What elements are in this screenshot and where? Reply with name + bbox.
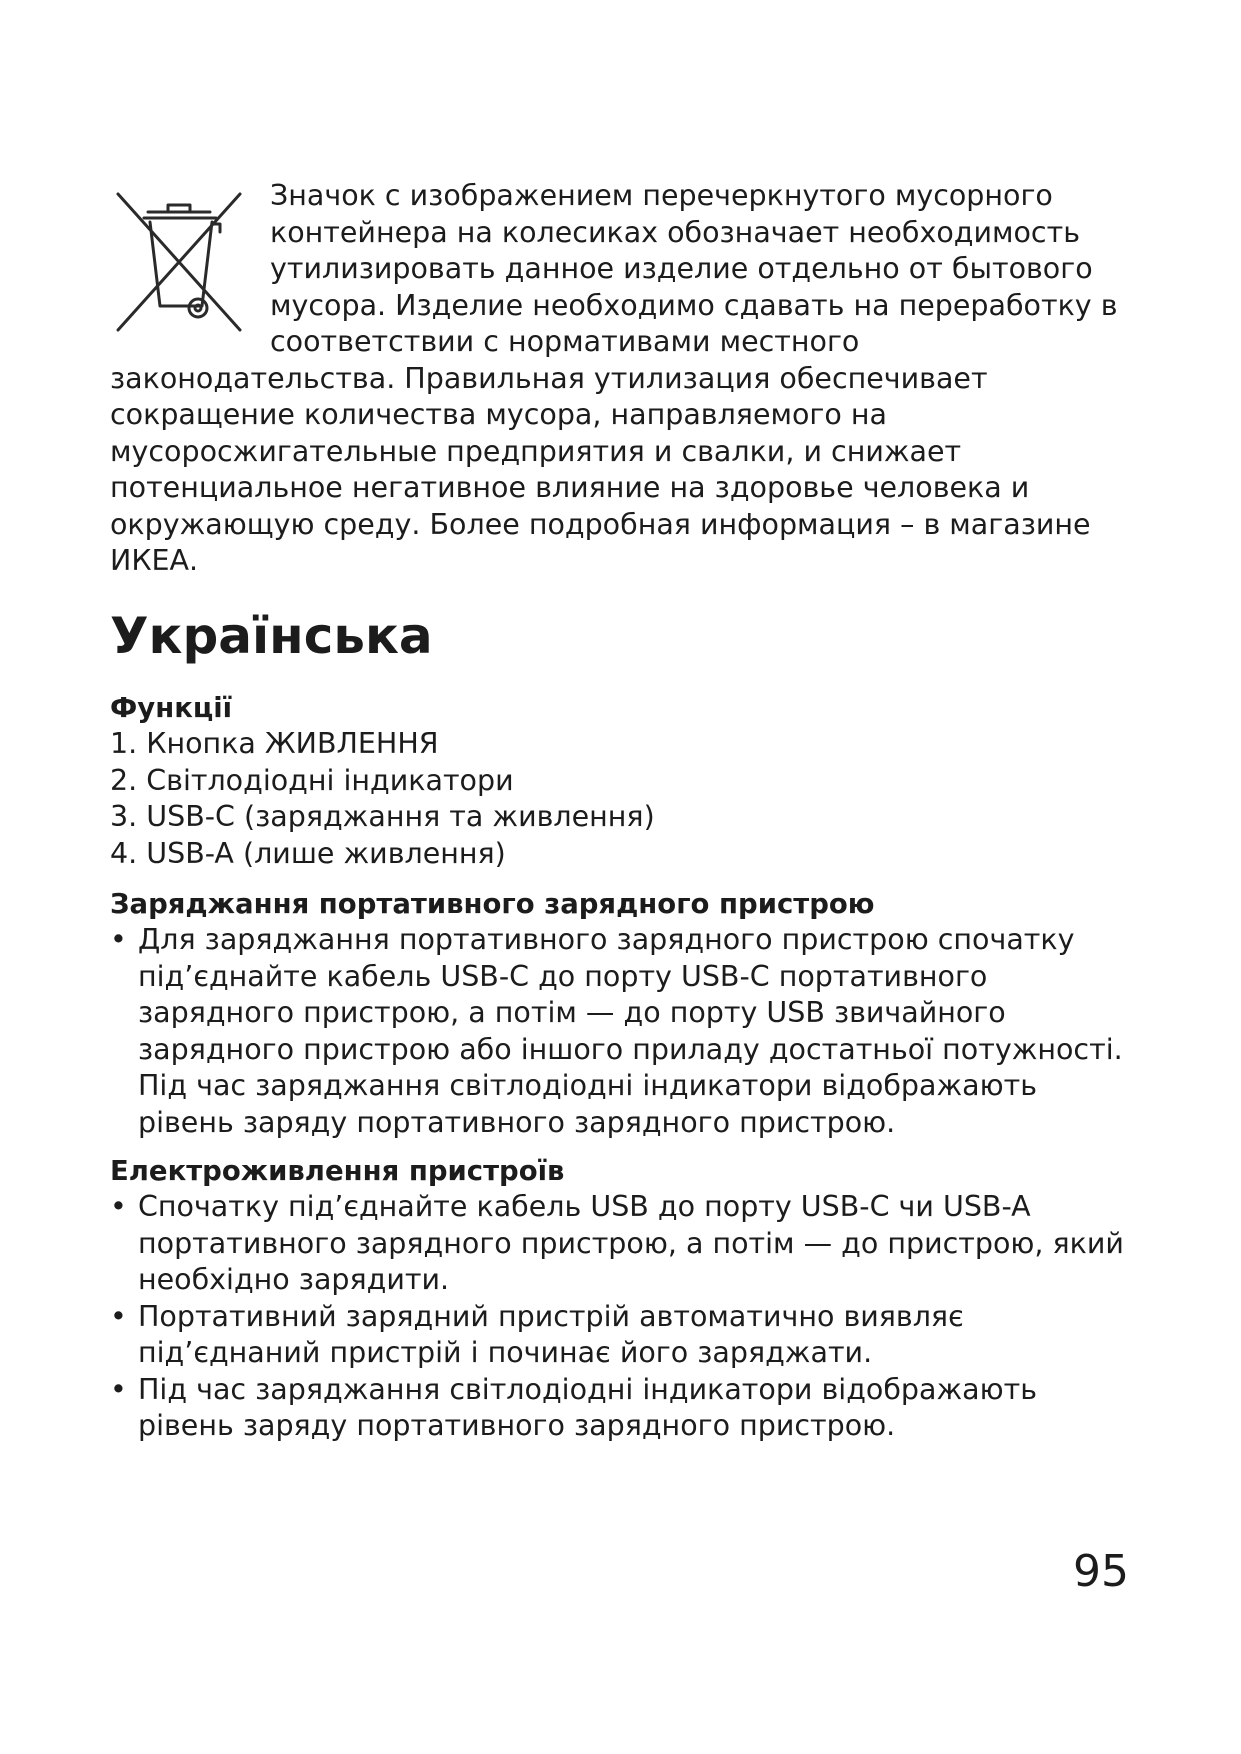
weee-notice-text: Значок с изображением перечеркнутого мусорного контейнера на колесиках обозначает необходимость утилизировать данное изделие отдельно от бытового мусора. Изделие необходимо сдавать на переработку в соответствии с нормативами местного законодательства. Правильная утилизация обеспечивает сокращение количества мусора, направляемого на мусоросжигательные предприятия и свалки, и снижает потенциальное негативное влияние на здоровье человека и окружающую среду. Более подробная информация – в магазине ИКЕА. [110, 179, 1118, 577]
list-item: 2. Світлодіодні індикатори [110, 763, 514, 797]
bullet-icon: • [110, 1299, 127, 1333]
bullet-text: Для заряджання портативного зарядного пристрою спочатку під’єднайте кабель USB-C до порту USB-C портативного зарядного пристрою, а потім — до порту USB звичайного зарядного пристрою або іншого приладу достатньої потужності. Під час заряджання світлодіодні індикатори відображають рівень заряду портативного зарядного пристрою. [138, 923, 1123, 1139]
powering-bullets [110, 1189, 1140, 1445]
list-item: 3. USB-C (заряджання та живлення) [110, 800, 655, 833]
page-number: 95 [1073, 1546, 1129, 1597]
bullet-icon: • [110, 1372, 127, 1406]
powering-heading: Електроживлення пристроїв [110, 1155, 565, 1187]
list-item [110, 1372, 1140, 1445]
list-item: 1. Кнопка ЖИВЛЕННЯ [110, 727, 439, 760]
charging-bullets [110, 922, 1140, 1141]
list-item [110, 922, 1140, 1141]
crossed-out-wheelie-bin-icon [110, 184, 248, 342]
bullet-text: Спочатку під’єднайте кабель USB до порту USB-C чи USB-A портативного зарядного пристрою, а потім — до пристрою, який необхідно зарядити. [138, 1190, 1124, 1296]
bullet-icon: • [110, 1190, 127, 1223]
weee-disposal-notice [110, 178, 1130, 580]
ukrainian-section [110, 690, 1140, 1457]
bullet-icon: • [110, 923, 127, 956]
charging-heading: Заряджання портативного зарядного пристрою [110, 888, 875, 920]
bullet-text: Портативний зарядний пристрій автоматично виявляє під’єднаний пристрій і починає його заряджати. [138, 1299, 964, 1369]
functions-list [110, 726, 1140, 872]
list-item: 4. USB-A (лише живлення) [110, 836, 506, 870]
bullet-text: Під час заряджання світлодіодні індикатори відображають рівень заряду портативного зарядного пристрою. [138, 1372, 1038, 1442]
list-item [110, 1189, 1140, 1299]
language-title: Українська [110, 607, 433, 665]
functions-heading: Функції [110, 692, 233, 724]
list-item [110, 1299, 1140, 1372]
